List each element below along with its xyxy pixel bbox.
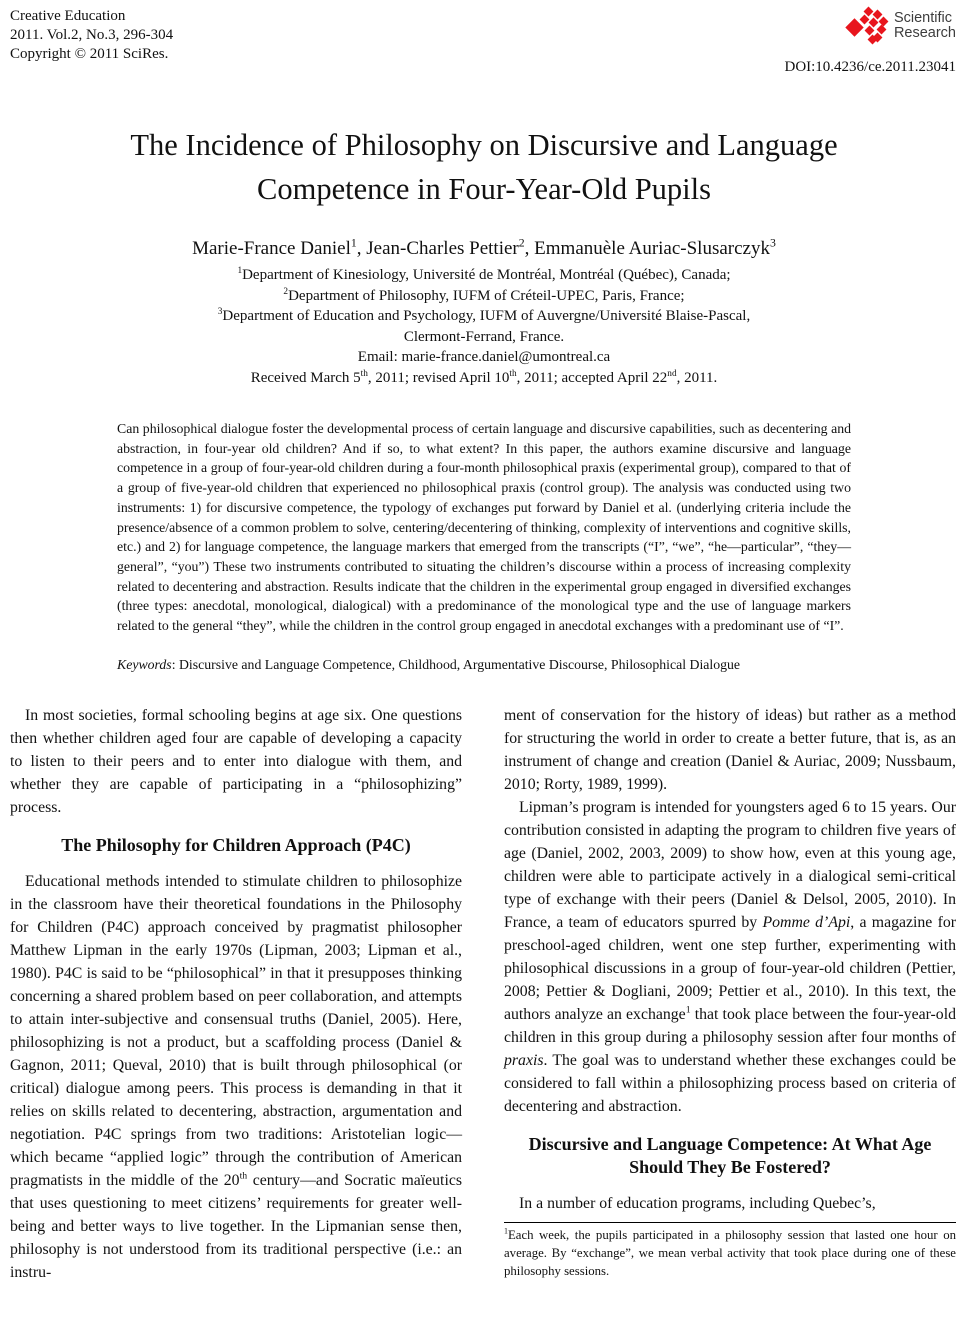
left-column	[10, 704, 462, 1284]
text-run: , 2011.	[676, 369, 718, 386]
body-paragraph	[10, 870, 462, 1284]
affiliation-line	[0, 265, 968, 286]
superscript: 1	[237, 266, 243, 276]
scientific-research-logo	[784, 7, 956, 45]
right-column	[504, 704, 956, 1284]
body-paragraph	[504, 1192, 956, 1215]
text-run: , 2011; revised April 10	[367, 369, 510, 386]
text-run: Lipman’s program is intended for youngsters aged 6 to 15 years. Our contribution consisted in adapting the program to children five years of age (Daniel, 2002, 2003, 2009) to show how, even at this young age, children were able to participate actively in a dialogical semi-critical type of exchange with their peers (Daniel & Delsol, 2005, 2010). In France, a team of educators spurred by	[504, 799, 956, 932]
superscript: 2	[283, 286, 289, 297]
body-paragraph	[504, 704, 956, 796]
text-run: Email: marie-france.daniel@umontreal.ca	[357, 349, 611, 365]
right-column-content	[504, 704, 956, 1215]
text-run: , Jean-Charles Pettier	[356, 238, 519, 259]
affiliation-line	[0, 347, 968, 368]
superscript: 2	[518, 236, 525, 250]
text-run: : Discursive and Language Competence, Childhood, Argumentative Discourse, Philosophical Dialogue	[171, 656, 741, 672]
text-run: , Emmanuèle Auriac-Slusarczyk	[524, 238, 770, 259]
body-paragraph	[10, 704, 462, 819]
affiliation-line	[0, 286, 968, 307]
page-header	[0, 0, 968, 76]
scientific-research-diamonds-icon	[847, 7, 889, 45]
text-run: that took place between the four-year-old children in this group during a philosophy session after four months of	[504, 1006, 956, 1047]
footnote	[504, 1226, 956, 1280]
body-columns	[10, 704, 956, 1284]
superscript: th	[509, 368, 517, 379]
text-run: Educational methods intended to stimulate children to philosophize in the classroom have their theoretical foundations in the Philosophy for Children (P4C) approach conceived by pragmatist philosopher Matthew Lipman in the early 1970s (Lipman, 2003; Lipman et al., 1980). P4C is said to be “philosophical” in that it presupposes thinking concerning a shared problem based on peer collaboration, and attempts to attain inter-subjective and consensual truths (Daniel, 2005). Here, philosophizing is not a product, but a scaffolding process (Daniel & Gagnon, 2011; Queval, 2010) that is built through philosophical (or critical) dialogue among peers. This process is demanding in that it relies on skills related to decentering, abstraction, argumentation and negotiation. P4C springs from two traditions: Aristotelian logic—which became “applied logic” through the contribution of American pragmatists in the middle of the 20	[10, 873, 462, 1190]
text-run: In most societies, formal schooling begins at age six. One questions then whether children aged four are capable of developing a capacity to listen to their peers and to enter into dialogue with them, and whether they are capable of participating in a “philosophizing” process.	[10, 707, 462, 817]
publisher-name-line2: Research	[893, 25, 956, 41]
publisher-name-line1: Scientific	[893, 10, 952, 26]
superscript: 1	[504, 1227, 508, 1237]
text-run: , a magazine for preschool-aged children, went one step further, experimenting with philosophical discussions in a group of four-year-old children (Pettier, 2008; Pettier & Dogliani, 2009; Pettier et al., 2010). In this text, the authors analyze an exchange	[504, 914, 957, 1024]
abstract: Can philosophical dialogue foster the developmental process of certain language and discursive capabilities, such as decentering and abstraction, in four-year old children? And if so, to what extent? In this paper, the authors examine discursive and language competence in a group of four-year-old children during a four-month philosophical praxis (experimental group), compared to that of a group of five-year-old children that experienced no philosophical praxis (control group). The analysis was conducted using two instruments: 1) for discursive competence, the typology of exchanges put forward by Daniel et al. (underlying criteria include the presence/absence of a common problem to solve, centering/decentering of thinking, complexity of interventions and cognitive skills, etc.) and 2) for language competence, the language markers that emerged from the transcripts (“I”, “we”, “he—particular”, “they—general”, “you”) These two instruments contributed to situating the children’s discourse within a process of increasing complexity related to decentering and abstraction. Results indicate that the children in the experimental group engaged in diversified exchanges (three types: anecdotal, monological, dialogical) with a predominance of the monological type and the use of language markers related to the general “they”, while the children in the control group engaged in anecdotal exchanges with a predominant use of “I”.	[117, 421, 851, 634]
affiliations	[0, 265, 968, 368]
superscript: 1	[685, 1005, 691, 1017]
superscript: th	[239, 1171, 248, 1183]
text-run: century—and Socratic maïeutics that uses questioning to meet citizens’ requirements for greater well-being and better ways to live together. In the Lipmanian sense then, philosophy is not understood from its traditional perspective (i.e.: an instru-	[10, 1172, 462, 1282]
text-run: , 2011; accepted April 22	[516, 369, 668, 386]
text-run: Department of Kinesiology, Université de Montréal, Montréal (Québec), Canada;	[242, 267, 731, 283]
superscript: 3	[770, 236, 776, 250]
italic-text: Keywords	[117, 656, 172, 672]
italic-text: praxis	[504, 1052, 544, 1070]
text-run: . The goal was to understand whether these exchanges could be considered to fall within a philosophizing process based on criteria of decentering and abstraction.	[504, 1052, 956, 1116]
affiliation-line	[0, 327, 968, 348]
authors-line	[0, 238, 968, 260]
doi: DOI:10.4236/ce.2011.23041	[784, 59, 956, 75]
text-run: Each week, the pupils participated in a philosophy session that lasted one hour on average. By “exchange”, we mean verbal activity that took place during one of these philosophy sessions.	[504, 1228, 956, 1279]
text-run: Clermont-Ferrand, France.	[403, 328, 565, 345]
text-run: In a number of education programs, including Quebec’s,	[519, 1195, 876, 1213]
journal-info	[10, 7, 173, 64]
text-run: Marie-France Daniel	[192, 238, 351, 259]
publisher-name	[894, 11, 956, 41]
body-paragraph	[504, 796, 956, 1118]
superscript: 3	[217, 307, 223, 317]
received-line	[0, 368, 968, 389]
text-run: Department of Philosophy, IUFM of Créteil-UPEC, Paris, France;	[288, 287, 685, 304]
text-run: ment of conservation for the history of ideas) but rather as a method for structuring the world in order to create a better future, that is, as an instrument of change and creation (Daniel & Auriac, 2009; Nussbaum, 2010; Rorty, 1989, 1999).	[504, 707, 956, 794]
affiliation-line	[0, 306, 968, 327]
text-run: Received March 5	[250, 369, 361, 386]
keywords	[117, 655, 851, 675]
journal-volume: 2011. Vol.2, No.3, 296-304	[10, 27, 174, 43]
journal-name: Creative Education	[10, 8, 126, 24]
footnote-divider	[504, 1222, 956, 1223]
italic-text: Pomme d’Api	[762, 914, 851, 932]
journal-copyright: Copyright © 2011 SciRes.	[10, 46, 169, 62]
superscript: 1	[350, 236, 357, 250]
superscript: th	[360, 368, 368, 379]
superscript: nd	[667, 368, 677, 379]
paper-title: The Incidence of Philosophy on Discursive and Language Competence in Four-Year-Old Pupils	[130, 128, 838, 206]
section-heading: The Philosophy for Children Approach (P4C)	[61, 835, 411, 856]
text-run: Department of Education and Psychology, IUFM of Auvergne/Université Blaise-Pascal,	[222, 308, 751, 324]
section-heading: Discursive and Language Competence: At What Age Should They Be Fostered?	[528, 1134, 932, 1178]
publisher-info	[784, 7, 956, 76]
